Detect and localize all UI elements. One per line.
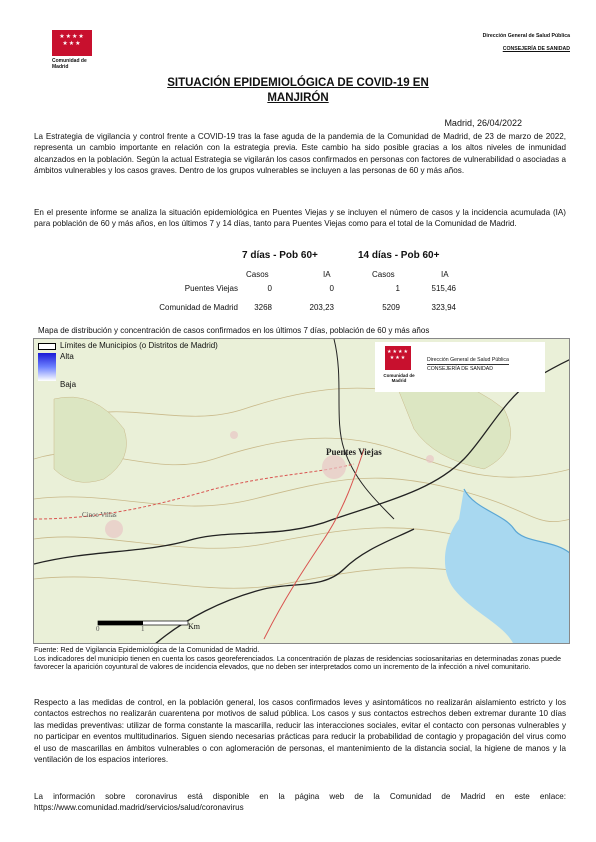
table-cell: 3268 [254, 303, 272, 312]
map-logo-left-text: Comunidad de Madrid [383, 373, 415, 383]
scale-km-label: Km [188, 622, 200, 631]
col-ia-7: IA [323, 270, 331, 279]
map-town-label: Puentes Viejas [326, 447, 382, 457]
map-caption: Mapa de distribución y concentración de casos confirmados en los últimos 7 días, población de 60 y más años [38, 326, 430, 335]
table-cell: 0 [329, 284, 334, 293]
legend-gradient-row [36, 352, 218, 380]
legend-low-label: Baja [60, 380, 77, 389]
madrid-flag-icon: ★★★★ ★★★ [385, 346, 411, 370]
header-7-days: 7 días - Pob 60+ [242, 250, 318, 261]
header-right [483, 30, 570, 56]
source-line: Fuente: Red de Vigilancia Epidemiológica de la Comunidad de Madrid. [34, 645, 260, 654]
source-note [34, 646, 566, 672]
col-casos-14: Casos [372, 270, 395, 279]
col-ia-14: IA [441, 270, 449, 279]
intro-paragraph: La Estrategia de vigilancia y control frente a COVID-19 tras la fase aguda de la pandemia de la Comunidad de Madrid, de 23 de marzo de 2022, representa un cambio importante en relación con la estrategia previa. Este cambio ha sido posible gracias a los altos niveles de inmunidad alcanzados en la población. Según la actual Estrategia se vigilarán los casos confirmados en personas con factores de vulnerabilidad o asociadas a ámbitos vulnerables y los casos graves. Dentro de los grupos vulnerables se incluyen a las personas de 60 y más años. [34, 132, 566, 176]
table-cell: 515,46 [431, 284, 456, 293]
border-swatch-icon [38, 343, 56, 350]
legend-low-row [36, 380, 218, 391]
map-logo-direccion: Dirección General de Salud Pública [427, 357, 509, 363]
map-logo-consejeria: CONSEJERÍA DE SANIDAD [427, 364, 509, 373]
scale-zero-label: 0 [96, 625, 100, 633]
page-title [0, 76, 596, 106]
col-casos-7: Casos [246, 270, 269, 279]
header-direccion: Dirección General de Salud Pública [482, 33, 570, 39]
row-label: Puentes Viejas [184, 284, 238, 293]
row-label: Comunidad de Madrid [159, 303, 238, 312]
source-disclaimer: Los indicadores del municipio tienen en cuenta los casos georeferenciados. La concentración de plazas de residencias sociosanitarias en determinadas zonas puede favorecer la aparición coyuntural de valores de incidencia elevados, que no deben ser interpretados como un incremento de la infección a nivel comunitario. [34, 653, 562, 672]
title-line2: MANJIRÓN [267, 92, 329, 104]
gradient-swatch-icon [38, 353, 56, 381]
table-cell: 5209 [382, 303, 400, 312]
table-cell: 323,94 [431, 303, 456, 312]
legend-border-label: Límites de Municipios (o Distritos de Madrid) [60, 341, 218, 350]
map-place-label: Cinco Villas [82, 511, 117, 519]
logo-text: Comunidad de Madrid [52, 58, 87, 70]
control-measures-paragraph: Respecto a las medidas de control, en la población general, los casos confirmados leves y asintomáticos no realizarán aislamiento estricto y los contactos estrechos no realizarán cuarentena por motivos de salud pública. Los casos y sus contactos estrechos deben extremar durante 10 días las medidas preventivas: utilizar de forma constante la mascarilla, reducir las interacciones sociales, evitar el contacto con personas vulnerables y no participar en eventos multitudinarios. Siguen siendo necesarias prácticas para reducir la probabilidad de contagio y propagación del virus como el uso de mascarillas en ámbitos vulnerables o con aglomeración de personas, el mantenimiento de la distancia social, la higiene de manos y la ventilación de los espacios interiores. [34, 698, 566, 765]
map-logo-box [375, 342, 545, 392]
table-cell: 203,23 [309, 303, 334, 312]
table-cell: 1 [395, 284, 400, 293]
report-date: Madrid, 26/04/2022 [444, 118, 522, 128]
madrid-flag-icon: ★★★★ ★★★ [52, 30, 92, 56]
comunidad-madrid-logo [52, 30, 92, 70]
title-line1: SITUACIÓN EPIDEMIOLÓGICA DE COVID-19 EN [167, 77, 429, 89]
header-consejeria: CONSEJERÍA DE SANIDAD [502, 46, 570, 52]
incidence-map [33, 338, 570, 644]
map-legend [36, 341, 218, 391]
header-14-days: 14 días - Pob 60+ [358, 250, 440, 261]
legend-border-row [36, 341, 218, 352]
analysis-paragraph: En el presente informe se analiza la situación epidemiológica en Puentes Viejas y se incluyen el número de casos y la incidencia acumulada (IA) para población de 60 y más años, en los últimos 7 y 14 días, tanto para Puentes Viejas como para el total de la Comunidad de Madrid. [34, 208, 566, 229]
table-cell: 0 [267, 284, 272, 293]
info-link-paragraph: La información sobre coronavirus está disponible en la página web de la Comunidad de Madrid en este enlace: https://www.comunidad.madrid/servicios/salud/coronavirus [34, 792, 566, 813]
scale-one-label: 1 [141, 625, 145, 633]
map-logo-right [427, 356, 509, 373]
legend-high-label: Alta [60, 352, 74, 361]
